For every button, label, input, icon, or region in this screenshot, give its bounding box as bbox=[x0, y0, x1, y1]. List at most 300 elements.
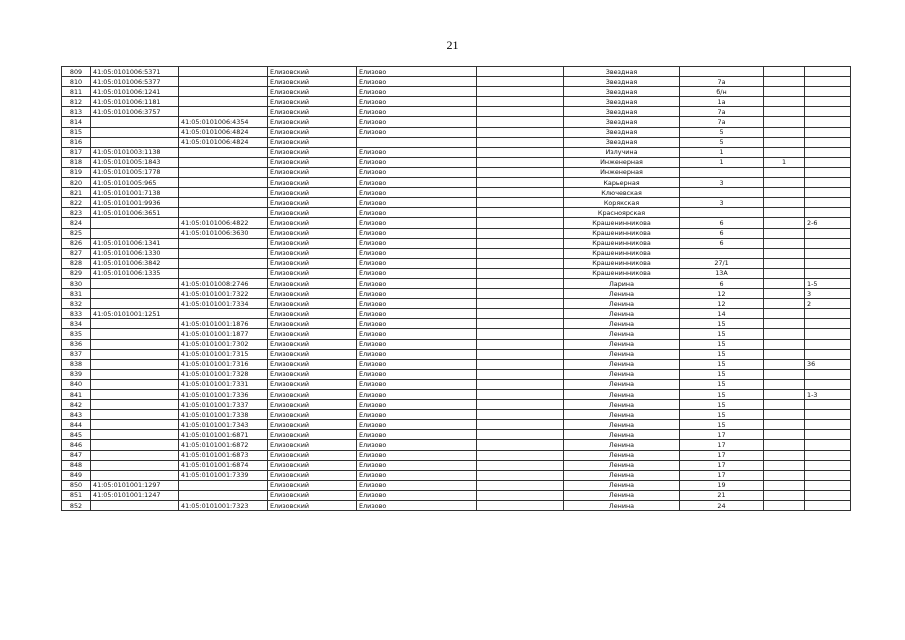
cell-cadastral-number-main bbox=[91, 137, 179, 147]
cell-settlement: Елизово bbox=[357, 329, 477, 339]
cell-street: Звездная bbox=[564, 67, 680, 77]
cell-building bbox=[764, 460, 805, 470]
cell-building bbox=[764, 137, 805, 147]
cell-street-type bbox=[477, 127, 564, 137]
cell-settlement: Елизово bbox=[357, 480, 477, 490]
cell-street-type bbox=[477, 107, 564, 117]
cell-street-type bbox=[477, 218, 564, 228]
cell-house-number: 6 bbox=[680, 238, 764, 248]
cell-settlement: Елизово bbox=[357, 228, 477, 238]
cell-apartment bbox=[805, 228, 851, 238]
cell-district: Елизовский bbox=[268, 147, 357, 157]
cell-apartment bbox=[805, 157, 851, 167]
cell-street-type bbox=[477, 278, 564, 288]
cell-street: Ленина bbox=[564, 349, 680, 359]
cell-house-number: 17 bbox=[680, 440, 764, 450]
cell-cadastral-number-main bbox=[91, 410, 179, 420]
cell-cadastral-number-main bbox=[91, 349, 179, 359]
cell-settlement: Елизово bbox=[357, 238, 477, 248]
cell-street: Ленина bbox=[564, 299, 680, 309]
cell-street: Ленина bbox=[564, 440, 680, 450]
cell-settlement: Елизово bbox=[357, 167, 477, 177]
cell-cadastral-number-main bbox=[91, 440, 179, 450]
cell-district: Елизовский bbox=[268, 369, 357, 379]
table-row bbox=[62, 218, 851, 228]
table-row bbox=[62, 390, 851, 400]
cell-district: Елизовский bbox=[268, 410, 357, 420]
cell-row-number: 809 bbox=[62, 67, 91, 77]
cell-street-type bbox=[477, 319, 564, 329]
cell-row-number: 830 bbox=[62, 278, 91, 288]
cell-district: Елизовский bbox=[268, 87, 357, 97]
cell-street: Ленина bbox=[564, 289, 680, 299]
cell-apartment: 1-5 bbox=[805, 278, 851, 288]
cell-settlement: Елизово bbox=[357, 390, 477, 400]
cell-street: Звездная bbox=[564, 117, 680, 127]
cell-street-type bbox=[477, 178, 564, 188]
cell-building bbox=[764, 97, 805, 107]
cell-building bbox=[764, 390, 805, 400]
cell-settlement: Елизово bbox=[357, 430, 477, 440]
cell-building bbox=[764, 450, 805, 460]
cell-cadastral-number-room: 41:05:0101001:6872 bbox=[179, 440, 268, 450]
cell-house-number: 13А bbox=[680, 268, 764, 278]
cell-settlement: Елизово bbox=[357, 278, 477, 288]
cell-street-type bbox=[477, 188, 564, 198]
cell-house-number: 1 bbox=[680, 157, 764, 167]
cell-cadastral-number-main: 41:05:0101006:5377 bbox=[91, 77, 179, 87]
table-row bbox=[62, 289, 851, 299]
cell-street: Ларина bbox=[564, 278, 680, 288]
cell-building bbox=[764, 349, 805, 359]
cell-building bbox=[764, 299, 805, 309]
table-row bbox=[62, 77, 851, 87]
cell-cadastral-number-room: 41:05:0101006:4354 bbox=[179, 117, 268, 127]
table-row bbox=[62, 268, 851, 278]
cell-cadastral-number-main bbox=[91, 339, 179, 349]
cell-street: Красноярская bbox=[564, 208, 680, 218]
table-row bbox=[62, 480, 851, 490]
cell-street-type bbox=[477, 137, 564, 147]
cell-street: Излучина bbox=[564, 147, 680, 157]
cell-apartment bbox=[805, 379, 851, 389]
cell-cadastral-number-room: 41:05:0101001:6873 bbox=[179, 450, 268, 460]
cell-cadastral-number-room bbox=[179, 198, 268, 208]
cell-cadastral-number-main bbox=[91, 369, 179, 379]
cell-settlement: Елизово bbox=[357, 97, 477, 107]
table-row bbox=[62, 349, 851, 359]
cell-district: Елизовский bbox=[268, 137, 357, 147]
cell-street-type bbox=[477, 268, 564, 278]
cell-district: Елизовский bbox=[268, 450, 357, 460]
cell-street-type bbox=[477, 369, 564, 379]
cell-apartment bbox=[805, 238, 851, 248]
cell-apartment bbox=[805, 117, 851, 127]
cell-cadastral-number-room bbox=[179, 157, 268, 167]
cell-street: Ленина bbox=[564, 490, 680, 500]
cell-building bbox=[764, 117, 805, 127]
cell-settlement: Елизово bbox=[357, 178, 477, 188]
cell-house-number: 15 bbox=[680, 369, 764, 379]
cell-street: Крашенинникова bbox=[564, 218, 680, 228]
cell-street: Ленина bbox=[564, 339, 680, 349]
table-row bbox=[62, 137, 851, 147]
table-row bbox=[62, 228, 851, 238]
cell-settlement: Елизово bbox=[357, 460, 477, 470]
table-row bbox=[62, 299, 851, 309]
cell-building bbox=[764, 278, 805, 288]
cell-cadastral-number-room: 41:05:0101001:1876 bbox=[179, 319, 268, 329]
cell-street: Крашенинникова bbox=[564, 258, 680, 268]
cell-district: Елизовский bbox=[268, 460, 357, 470]
cell-apartment: 3 bbox=[805, 289, 851, 299]
cell-district: Елизовский bbox=[268, 167, 357, 177]
cell-cadastral-number-room bbox=[179, 97, 268, 107]
cell-apartment bbox=[805, 87, 851, 97]
cell-settlement: Елизово bbox=[357, 117, 477, 127]
cell-apartment bbox=[805, 319, 851, 329]
table-row bbox=[62, 87, 851, 97]
cell-cadastral-number-main bbox=[91, 127, 179, 137]
cell-street-type bbox=[477, 87, 564, 97]
table-row bbox=[62, 167, 851, 177]
cell-cadastral-number-main bbox=[91, 329, 179, 339]
cell-row-number: 852 bbox=[62, 501, 91, 511]
cell-street: Ленина bbox=[564, 501, 680, 511]
cell-building bbox=[764, 470, 805, 480]
cell-apartment bbox=[805, 248, 851, 258]
cell-apartment bbox=[805, 470, 851, 480]
cell-cadastral-number-main bbox=[91, 390, 179, 400]
cell-building bbox=[764, 67, 805, 77]
cell-cadastral-number-main: 41:05:0101006:3757 bbox=[91, 107, 179, 117]
cell-building bbox=[764, 268, 805, 278]
cell-apartment bbox=[805, 440, 851, 450]
cell-row-number: 824 bbox=[62, 218, 91, 228]
cell-district: Елизовский bbox=[268, 339, 357, 349]
cell-settlement: Елизово bbox=[357, 188, 477, 198]
cell-street-type bbox=[477, 117, 564, 127]
cell-cadastral-number-room bbox=[179, 208, 268, 218]
cell-district: Елизовский bbox=[268, 228, 357, 238]
cell-row-number: 846 bbox=[62, 440, 91, 450]
cell-apartment bbox=[805, 147, 851, 157]
cell-house-number: б/н bbox=[680, 87, 764, 97]
cell-house-number bbox=[680, 248, 764, 258]
cell-building bbox=[764, 258, 805, 268]
cell-apartment: 1-3 bbox=[805, 390, 851, 400]
cell-district: Елизовский bbox=[268, 430, 357, 440]
cell-district: Елизовский bbox=[268, 127, 357, 137]
cell-row-number: 811 bbox=[62, 87, 91, 97]
cell-building bbox=[764, 87, 805, 97]
cell-district: Елизовский bbox=[268, 329, 357, 339]
cell-house-number: 1 bbox=[680, 147, 764, 157]
cell-building bbox=[764, 329, 805, 339]
cell-row-number: 849 bbox=[62, 470, 91, 480]
table-row bbox=[62, 369, 851, 379]
cell-settlement: Елизово bbox=[357, 359, 477, 369]
cell-cadastral-number-main bbox=[91, 289, 179, 299]
cell-row-number: 820 bbox=[62, 178, 91, 188]
cell-row-number: 850 bbox=[62, 480, 91, 490]
cell-row-number: 813 bbox=[62, 107, 91, 117]
cell-street-type bbox=[477, 228, 564, 238]
cell-apartment bbox=[805, 208, 851, 218]
cell-house-number: 12 bbox=[680, 299, 764, 309]
cell-cadastral-number-room bbox=[179, 268, 268, 278]
cell-row-number: 815 bbox=[62, 127, 91, 137]
cell-cadastral-number-room: 41:05:0101006:4824 bbox=[179, 137, 268, 147]
cell-street-type bbox=[477, 349, 564, 359]
table-row bbox=[62, 117, 851, 127]
table-row bbox=[62, 178, 851, 188]
cell-district: Елизовский bbox=[268, 208, 357, 218]
cell-street-type bbox=[477, 329, 564, 339]
cell-cadastral-number-room bbox=[179, 167, 268, 177]
cell-cadastral-number-room: 41:05:0101001:7331 bbox=[179, 379, 268, 389]
cell-street: Ленина bbox=[564, 390, 680, 400]
cell-cadastral-number-main: 41:05:0101001:9936 bbox=[91, 198, 179, 208]
cell-row-number: 827 bbox=[62, 248, 91, 258]
cell-street-type bbox=[477, 157, 564, 167]
page-number: 21 bbox=[446, 38, 459, 52]
cell-cadastral-number-room: 41:05:0101001:7302 bbox=[179, 339, 268, 349]
cell-row-number: 831 bbox=[62, 289, 91, 299]
cell-street: Звездная bbox=[564, 107, 680, 117]
cell-street-type bbox=[477, 147, 564, 157]
table-row bbox=[62, 67, 851, 77]
table-row bbox=[62, 359, 851, 369]
table-row bbox=[62, 470, 851, 480]
cell-building bbox=[764, 208, 805, 218]
cell-street: Инженерная bbox=[564, 157, 680, 167]
cell-cadastral-number-main bbox=[91, 470, 179, 480]
cell-cadastral-number-main bbox=[91, 450, 179, 460]
cell-cadastral-number-main bbox=[91, 319, 179, 329]
cell-district: Елизовский bbox=[268, 319, 357, 329]
cell-apartment: 36 bbox=[805, 359, 851, 369]
cell-street: Звездная bbox=[564, 127, 680, 137]
cell-building bbox=[764, 440, 805, 450]
cell-street: Карьерная bbox=[564, 178, 680, 188]
cell-cadastral-number-room: 41:05:0101001:7336 bbox=[179, 390, 268, 400]
table-row bbox=[62, 501, 851, 511]
cell-building bbox=[764, 127, 805, 137]
cell-street-type bbox=[477, 67, 564, 77]
cell-street-type bbox=[477, 430, 564, 440]
cell-cadastral-number-room: 41:05:0101001:7338 bbox=[179, 410, 268, 420]
cell-street-type bbox=[477, 208, 564, 218]
cell-house-number: 15 bbox=[680, 379, 764, 389]
cell-row-number: 816 bbox=[62, 137, 91, 147]
register-table-body bbox=[62, 67, 851, 511]
cell-building bbox=[764, 248, 805, 258]
cell-cadastral-number-room: 41:05:0101001:7323 bbox=[179, 501, 268, 511]
cell-cadastral-number-room: 41:05:0101001:7343 bbox=[179, 420, 268, 430]
table-row bbox=[62, 198, 851, 208]
cell-cadastral-number-main: 41:05:0101001:7138 bbox=[91, 188, 179, 198]
cell-district: Елизовский bbox=[268, 490, 357, 500]
cell-cadastral-number-room bbox=[179, 238, 268, 248]
cell-cadastral-number-room bbox=[179, 258, 268, 268]
cell-building bbox=[764, 147, 805, 157]
cell-apartment bbox=[805, 178, 851, 188]
cell-district: Елизовский bbox=[268, 299, 357, 309]
cell-settlement: Елизово bbox=[357, 349, 477, 359]
cell-building bbox=[764, 77, 805, 87]
cell-house-number: 15 bbox=[680, 410, 764, 420]
table-row bbox=[62, 420, 851, 430]
cell-apartment bbox=[805, 167, 851, 177]
cell-row-number: 847 bbox=[62, 450, 91, 460]
cell-row-number: 810 bbox=[62, 77, 91, 87]
cell-street: Крашенинникова bbox=[564, 238, 680, 248]
cell-street-type bbox=[477, 450, 564, 460]
cell-street: Крашенинникова bbox=[564, 248, 680, 258]
cell-row-number: 832 bbox=[62, 299, 91, 309]
cell-apartment bbox=[805, 460, 851, 470]
cell-district: Елизовский bbox=[268, 390, 357, 400]
cell-district: Елизовский bbox=[268, 420, 357, 430]
cell-street-type bbox=[477, 501, 564, 511]
cell-cadastral-number-main bbox=[91, 400, 179, 410]
cell-cadastral-number-main: 41:05:0101006:3651 bbox=[91, 208, 179, 218]
cell-cadastral-number-main: 41:05:0101006:5371 bbox=[91, 67, 179, 77]
cell-settlement: Елизово bbox=[357, 258, 477, 268]
cell-settlement: Елизово bbox=[357, 147, 477, 157]
cell-cadastral-number-main: 41:05:0101001:1251 bbox=[91, 309, 179, 319]
cell-street: Ленина bbox=[564, 430, 680, 440]
cell-row-number: 843 bbox=[62, 410, 91, 420]
cell-settlement: Елизово bbox=[357, 490, 477, 500]
cell-apartment bbox=[805, 450, 851, 460]
cell-building bbox=[764, 501, 805, 511]
cell-building bbox=[764, 410, 805, 420]
cell-street: Корякская bbox=[564, 198, 680, 208]
cell-cadastral-number-main bbox=[91, 359, 179, 369]
cell-house-number: 6 bbox=[680, 228, 764, 238]
cell-row-number: 848 bbox=[62, 460, 91, 470]
cell-row-number: 851 bbox=[62, 490, 91, 500]
cell-cadastral-number-main bbox=[91, 278, 179, 288]
cell-row-number: 821 bbox=[62, 188, 91, 198]
cell-cadastral-number-main: 41:05:0101006:3842 bbox=[91, 258, 179, 268]
cell-building bbox=[764, 167, 805, 177]
cell-street: Звездная bbox=[564, 137, 680, 147]
cell-street-type bbox=[477, 460, 564, 470]
cell-settlement: Елизово bbox=[357, 501, 477, 511]
cell-settlement: Елизово bbox=[357, 157, 477, 167]
cell-district: Елизовский bbox=[268, 198, 357, 208]
cell-row-number: 835 bbox=[62, 329, 91, 339]
cell-street: Ленина bbox=[564, 309, 680, 319]
cell-cadastral-number-room: 41:05:0101001:7339 bbox=[179, 470, 268, 480]
cell-house-number: 15 bbox=[680, 349, 764, 359]
cell-street-type bbox=[477, 470, 564, 480]
cell-row-number: 817 bbox=[62, 147, 91, 157]
cell-cadastral-number-room: 41:05:0101001:1877 bbox=[179, 329, 268, 339]
cell-apartment bbox=[805, 188, 851, 198]
cell-settlement: Елизово bbox=[357, 309, 477, 319]
cell-house-number: 6 bbox=[680, 218, 764, 228]
cell-cadastral-number-main bbox=[91, 501, 179, 511]
cell-street-type bbox=[477, 289, 564, 299]
cell-house-number bbox=[680, 188, 764, 198]
cell-district: Елизовский bbox=[268, 178, 357, 188]
table-row bbox=[62, 410, 851, 420]
cell-street: Ленина bbox=[564, 369, 680, 379]
table-row bbox=[62, 208, 851, 218]
cell-apartment: 2 bbox=[805, 299, 851, 309]
cell-district: Елизовский bbox=[268, 400, 357, 410]
cell-cadastral-number-main bbox=[91, 379, 179, 389]
cell-district: Елизовский bbox=[268, 258, 357, 268]
cell-building bbox=[764, 289, 805, 299]
cell-cadastral-number-room bbox=[179, 490, 268, 500]
cell-cadastral-number-room: 41:05:0101006:4822 bbox=[179, 218, 268, 228]
cell-street: Ключевская bbox=[564, 188, 680, 198]
table-row bbox=[62, 329, 851, 339]
cell-apartment: 2-6 bbox=[805, 218, 851, 228]
cell-street: Звездная bbox=[564, 87, 680, 97]
cell-cadastral-number-main: 41:05:0101005:1843 bbox=[91, 157, 179, 167]
cell-building bbox=[764, 309, 805, 319]
cell-cadastral-number-room bbox=[179, 248, 268, 258]
cell-district: Елизовский bbox=[268, 440, 357, 450]
cell-district: Елизовский bbox=[268, 359, 357, 369]
cell-settlement: Елизово bbox=[357, 107, 477, 117]
cell-row-number: 842 bbox=[62, 400, 91, 410]
table-row bbox=[62, 339, 851, 349]
cell-building bbox=[764, 188, 805, 198]
table-row bbox=[62, 248, 851, 258]
cell-row-number: 829 bbox=[62, 268, 91, 278]
cell-apartment bbox=[805, 430, 851, 440]
cell-cadastral-number-room bbox=[179, 309, 268, 319]
cell-row-number: 823 bbox=[62, 208, 91, 218]
cell-settlement: Елизово bbox=[357, 470, 477, 480]
cell-house-number: 5 bbox=[680, 127, 764, 137]
cell-street: Инженерная bbox=[564, 167, 680, 177]
cell-settlement: Елизово bbox=[357, 339, 477, 349]
cell-house-number: 3 bbox=[680, 198, 764, 208]
cell-cadastral-number-room: 41:05:0101006:3630 bbox=[179, 228, 268, 238]
cell-apartment bbox=[805, 480, 851, 490]
cell-district: Елизовский bbox=[268, 77, 357, 87]
cell-cadastral-number-main bbox=[91, 299, 179, 309]
cell-settlement: Елизово bbox=[357, 218, 477, 228]
cell-cadastral-number-main bbox=[91, 117, 179, 127]
cell-street: Ленина bbox=[564, 319, 680, 329]
cell-apartment bbox=[805, 137, 851, 147]
cell-house-number: 15 bbox=[680, 319, 764, 329]
cell-settlement: Елизово bbox=[357, 299, 477, 309]
table-row bbox=[62, 188, 851, 198]
cell-house-number: 15 bbox=[680, 329, 764, 339]
cell-settlement: Елизово bbox=[357, 410, 477, 420]
cell-apartment bbox=[805, 501, 851, 511]
cell-street: Ленина bbox=[564, 480, 680, 490]
cell-row-number: 833 bbox=[62, 309, 91, 319]
cell-street-type bbox=[477, 339, 564, 349]
cell-settlement bbox=[357, 137, 477, 147]
table-row bbox=[62, 450, 851, 460]
cell-building bbox=[764, 238, 805, 248]
cell-street: Ленина bbox=[564, 470, 680, 480]
cell-cadastral-number-main: 41:05:0101005:1778 bbox=[91, 167, 179, 177]
cell-settlement: Елизово bbox=[357, 450, 477, 460]
